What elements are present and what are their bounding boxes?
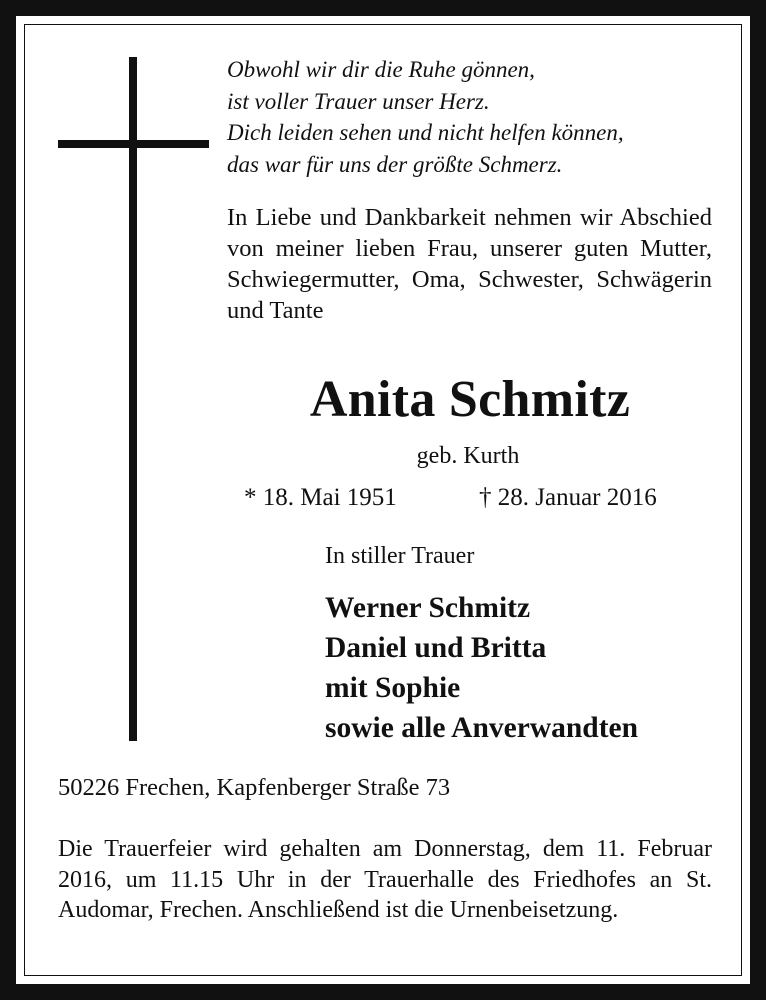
mourner-name: sowie alle Anverwandten (325, 712, 639, 744)
birth-name: geb. Kurth (416, 443, 520, 469)
cross-horizontal-bar (58, 140, 209, 148)
memorial-poem: Obwohl wir dir die Ruhe gönnen, ist voller Trauer unser Herz. Dich leiden sehen und nicht helfen können, das war für uns der größte Schmerz. (227, 57, 624, 177)
mourner-name: Werner Schmitz (325, 592, 531, 624)
mourning-label: In stiller Trauer (325, 543, 475, 569)
birth-date: * 18. Mai 1951 (244, 484, 397, 511)
intro-paragraph: In Liebe und Dankbarkeit nehmen wir Abschied von meiner lieben Frau, unserer guten Mutter, Schwiegermutter, Oma, Schwester, Schwägerin und Tante (227, 204, 712, 324)
cross-vertical-bar (129, 57, 137, 741)
mourner-name: Daniel und Britta (325, 632, 547, 664)
family-address: 50226 Frechen, Kapfenberger Straße 73 (58, 774, 451, 801)
deceased-name: Anita Schmitz (309, 371, 631, 428)
mourners-list (325, 588, 745, 748)
death-date: † 28. Januar 2016 (479, 484, 657, 511)
mourner-name: mit Sophie (325, 672, 461, 704)
funeral-service-info: Die Trauerfeier wird gehalten am Donnerstag, dem 11. Februar 2016, um 11.15 Uhr in der Trauerhalle des Friedhofes an St. Audomar, Frechen. Anschließend ist die Urnenbeisetzung. (58, 836, 712, 923)
